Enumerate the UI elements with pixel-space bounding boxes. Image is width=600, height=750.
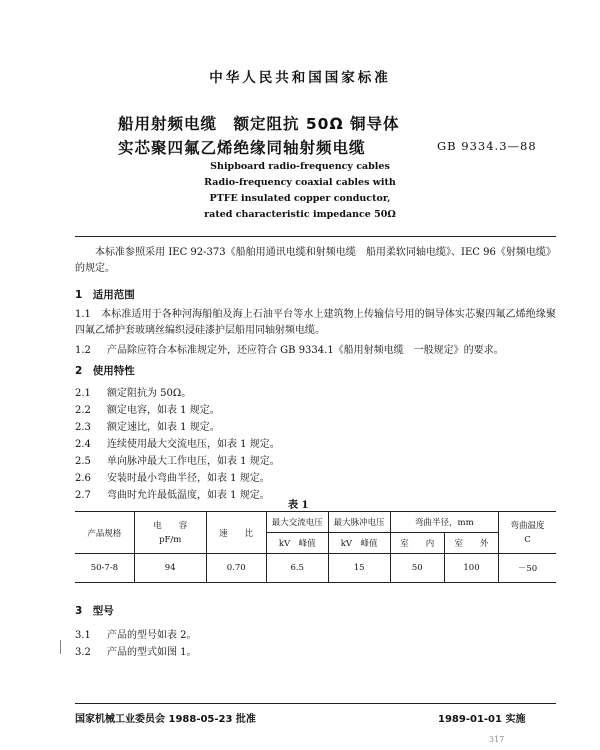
intro-paragraph: 本标准参照采用 IEC 92-373《船舶用通讯电缆和射频电缆 船用柔软同轴电缆》、IEC 96《射频电缆》的规定。 bbox=[75, 247, 556, 274]
scan-artifact bbox=[60, 640, 61, 654]
header-ac-voltage: 最大交流电压 bbox=[266, 512, 328, 533]
header-ac-voltage-unit: kV 峰值 bbox=[266, 533, 328, 554]
clause-number: 2.5 bbox=[75, 456, 91, 467]
capacitance-unit: pF/m bbox=[159, 534, 182, 545]
table-1-caption: 表 1 bbox=[288, 500, 309, 511]
clause-2-2 bbox=[75, 401, 220, 416]
bottom-divider bbox=[75, 703, 556, 704]
title-english-line-4: rated characteristic impedance 50Ω bbox=[204, 209, 396, 220]
clause-1-2 bbox=[75, 341, 504, 356]
clause-text: 额定速比，如表 1 规定。 bbox=[107, 422, 220, 433]
title-english-line-3: PTFE insulated copper conductor, bbox=[209, 193, 391, 204]
clause-2-1 bbox=[75, 384, 191, 399]
clause-number: 2.4 bbox=[75, 439, 91, 450]
header-bend-outdoor: 室 外 bbox=[444, 533, 498, 554]
specification-table bbox=[75, 511, 556, 583]
clause-text: 单向脉冲最大工作电压，如表 1 规定。 bbox=[107, 456, 280, 467]
clause-text: 额定阻抗为 50Ω。 bbox=[107, 388, 192, 399]
header-bend-temperature bbox=[499, 512, 556, 554]
table-row bbox=[75, 554, 556, 583]
cell-indoor: 50 bbox=[390, 554, 444, 583]
section-1-heading: 1 适用范围 bbox=[75, 289, 135, 301]
capacitance-label: 电 容 bbox=[153, 520, 188, 531]
clause-number: 2.2 bbox=[75, 405, 91, 416]
clause-3-2 bbox=[75, 643, 197, 658]
clause-text: 连续使用最大交流电压，如表 1 规定。 bbox=[107, 439, 280, 450]
title-chinese-line-2: 实芯聚四氟乙烯绝缘同轴射频电缆 bbox=[118, 139, 366, 157]
section-3-heading: 3 型号 bbox=[75, 605, 114, 617]
approval-note: 国家机械工业委员会 1988-05-23 批准 bbox=[75, 714, 256, 725]
header-pulse-voltage: 最大脉冲电压 bbox=[328, 512, 390, 533]
cell-ac-voltage: 6.5 bbox=[266, 554, 328, 583]
clause-2-7 bbox=[75, 486, 270, 501]
title-english-line-2: Radio-frequency coaxial cables with bbox=[204, 177, 396, 188]
cell-outdoor: 100 bbox=[444, 554, 498, 583]
clause-number: 2.7 bbox=[75, 490, 91, 501]
cell-capacitance: 94 bbox=[134, 554, 206, 583]
clause-number: 1.1 bbox=[75, 309, 91, 320]
clause-text: 额定电容，如表 1 规定。 bbox=[107, 405, 220, 416]
clause-number: 3.2 bbox=[75, 647, 91, 658]
clause-number: 2.6 bbox=[75, 473, 91, 484]
clause-number: 2.3 bbox=[75, 422, 91, 433]
clause-number: 1.2 bbox=[75, 345, 91, 356]
cell-temperature: －50 bbox=[499, 554, 556, 583]
effective-date: 1989-01-01 实施 bbox=[438, 714, 526, 725]
clause-text: 本标准适用于各种河海船舶及海上石油平台等水上建筑物上传输信号用的铜导体实芯聚四氟乙烯绝缘聚四氟乙烯护套玻璃丝编织浸硅漆护层船用同轴射频电缆。 bbox=[75, 309, 557, 336]
header-velocity: 速 比 bbox=[206, 512, 266, 554]
title-chinese-line-1: 船用射频电缆 额定阻抗 50Ω 铜导体 bbox=[118, 115, 400, 133]
clause-text: 安装时最小弯曲半径，如表 1 规定。 bbox=[107, 473, 270, 484]
cell-velocity: 0.70 bbox=[206, 554, 266, 583]
header-capacitance bbox=[134, 512, 206, 554]
clause-2-5 bbox=[75, 452, 280, 467]
clause-text: 产品的型号如表 2。 bbox=[107, 630, 197, 641]
standard-header: 中华人民共和国国家标准 bbox=[209, 70, 391, 86]
clause-2-4 bbox=[75, 435, 280, 450]
clause-number: 3.1 bbox=[75, 630, 91, 641]
title-english-line-1: Shipboard radio-frequency cables bbox=[210, 161, 390, 172]
clause-1-1 bbox=[75, 307, 556, 339]
clause-2-3 bbox=[75, 418, 220, 433]
header-model: 产品规格 bbox=[75, 512, 134, 554]
page-number: 317 bbox=[489, 735, 505, 744]
header-pulse-voltage-unit: kV 峰值 bbox=[328, 533, 390, 554]
header-bend-indoor: 室 内 bbox=[390, 533, 444, 554]
bend-temperature-label: 弯曲温度 bbox=[510, 520, 545, 531]
clause-3-1 bbox=[75, 626, 197, 641]
clause-number: 2.1 bbox=[75, 388, 91, 399]
clause-2-6 bbox=[75, 469, 270, 484]
standard-code: GB 9334.3—88 bbox=[437, 139, 537, 153]
cell-model: 50-7-8 bbox=[75, 554, 134, 583]
clause-text: 产品除应符合本标准规定外，还应符合 GB 9334.1《船用射频电缆 一般规定》的要求。 bbox=[107, 345, 504, 356]
clause-text: 产品的型式如图 1。 bbox=[107, 647, 197, 658]
bend-temperature-unit: C bbox=[524, 534, 531, 545]
clause-text: 弯曲时允许最低温度，如表 1 规定。 bbox=[107, 490, 270, 501]
header-bend-radius: 弯曲半径，mm bbox=[390, 512, 499, 533]
top-divider bbox=[75, 236, 556, 237]
cell-pulse-voltage: 15 bbox=[328, 554, 390, 583]
section-2-heading: 2 使用特性 bbox=[75, 365, 135, 377]
